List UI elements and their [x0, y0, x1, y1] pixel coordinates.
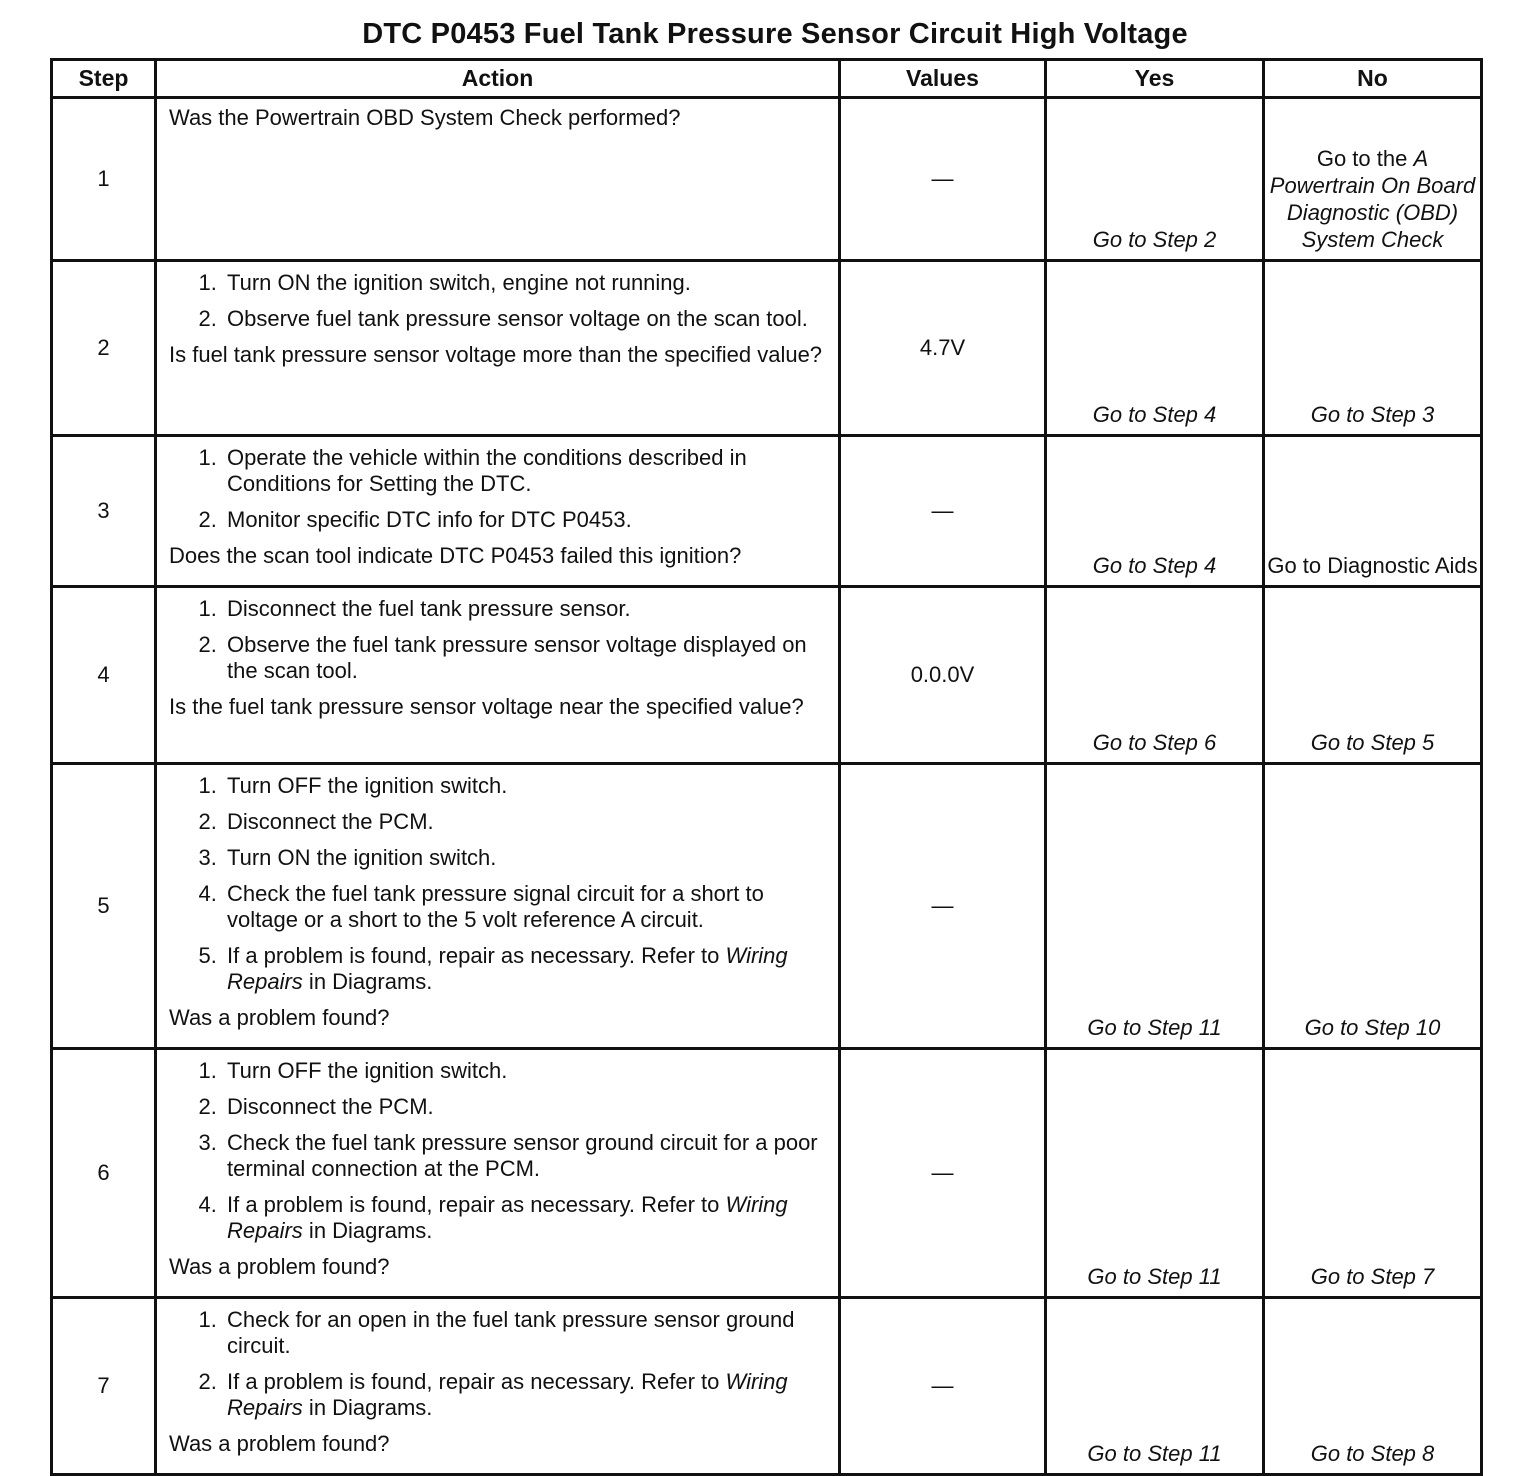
yes-cell: Go to Step 2: [1046, 98, 1264, 261]
action-question: Was a problem found?: [169, 1431, 390, 1456]
refer-prefix: If a problem is found, repair as necessary. Refer to: [227, 1192, 726, 1217]
action-list: [169, 773, 828, 995]
header-no: No: [1264, 60, 1482, 98]
action-item: 4. Check the fuel tank pressure signal circuit for a short to voltage or a short to the 5 volt reference A circuit.: [223, 881, 828, 933]
action-item: 1. Disconnect the fuel tank pressure sensor.: [223, 596, 828, 622]
action-item: 2. Disconnect the PCM.: [223, 1094, 828, 1120]
value-cell: —: [840, 764, 1046, 1049]
yes-cell: Go to Step 11: [1046, 1298, 1264, 1475]
refer-link: Wiring Repairs: [227, 1192, 788, 1243]
no-cell: Go to Step 10: [1264, 764, 1482, 1049]
header-step: Step: [52, 60, 156, 98]
header-action: Action: [156, 60, 840, 98]
action-question: Is fuel tank pressure sensor voltage more than the specified value?: [169, 342, 823, 367]
refer-prefix: If a problem is found, repair as necessary. Refer to: [227, 943, 726, 968]
yes-cell: Go to Step 6: [1046, 587, 1264, 764]
action-item: 1. Turn OFF the ignition switch.: [223, 773, 828, 799]
yes-cell: Go to Step 4: [1046, 436, 1264, 587]
table-row: [52, 764, 1482, 1049]
action-list: [169, 1058, 828, 1244]
action-question: Was the Powertrain OBD System Check performed?: [169, 105, 681, 130]
step-number: 2: [52, 261, 156, 436]
refer-suffix: in Diagrams.: [302, 1218, 433, 1243]
header-yes: Yes: [1046, 60, 1264, 98]
no-cell: Go to Diagnostic Aids: [1264, 436, 1482, 587]
action-cell: [156, 764, 840, 1049]
action-question: Was a problem found?: [169, 1005, 390, 1030]
action-list: [169, 596, 828, 684]
action-list: [169, 270, 828, 332]
action-item-refer: [223, 1369, 828, 1421]
action-cell: [156, 1049, 840, 1298]
action-question: Was a problem found?: [169, 1254, 390, 1279]
step-number: 3: [52, 436, 156, 587]
action-item: 1. Turn OFF the ignition switch.: [223, 1058, 828, 1084]
header-row: [52, 60, 1482, 98]
header-values: Values: [840, 60, 1046, 98]
action-question: Is the fuel tank pressure sensor voltage near the specified value?: [169, 694, 804, 719]
value-cell: —: [840, 436, 1046, 587]
value-cell: —: [840, 98, 1046, 261]
action-list: [169, 445, 828, 533]
refer-link: Wiring Repairs: [227, 1369, 788, 1420]
no-cell: Go to Step 8: [1264, 1298, 1482, 1475]
no-cell: Go to Step 3: [1264, 261, 1482, 436]
yes-cell: Go to Step 4: [1046, 261, 1264, 436]
table-row: [52, 1049, 1482, 1298]
yes-cell: Go to Step 11: [1046, 764, 1264, 1049]
step-number: 1: [52, 98, 156, 261]
no-prefix: Go to the: [1316, 146, 1414, 171]
yes-cell: Go to Step 11: [1046, 1049, 1264, 1298]
action-item: 1. Turn ON the ignition switch, engine not running.: [223, 270, 828, 296]
action-item: 3. Check the fuel tank pressure sensor ground circuit for a poor terminal connection at the PCM.: [223, 1130, 828, 1182]
no-cell: Go to Step 7: [1264, 1049, 1482, 1298]
step-number: 5: [52, 764, 156, 1049]
refer-prefix: If a problem is found, repair as necessary. Refer to: [227, 1369, 726, 1394]
action-item: 3. Turn ON the ignition switch.: [223, 845, 828, 871]
action-item: 2. Monitor specific DTC info for DTC P0453.: [223, 507, 828, 533]
value-cell: 4.7V: [840, 261, 1046, 436]
step-number: 4: [52, 587, 156, 764]
table-row: [52, 1298, 1482, 1475]
action-item: 1. Check for an open in the fuel tank pressure sensor ground circuit.: [223, 1307, 828, 1359]
step-number: 6: [52, 1049, 156, 1298]
value-cell: —: [840, 1049, 1046, 1298]
refer-link: Wiring Repairs: [227, 943, 788, 994]
diagnostic-table: [50, 58, 1483, 1476]
action-item-refer: [223, 1192, 828, 1244]
action-cell: [156, 98, 840, 261]
action-cell: [156, 1298, 840, 1475]
action-item: 2. Observe fuel tank pressure sensor voltage on the scan tool.: [223, 306, 828, 332]
table-row: [52, 436, 1482, 587]
action-item: 2. Disconnect the PCM.: [223, 809, 828, 835]
action-cell: [156, 436, 840, 587]
no-cell: Go to Step 5: [1264, 587, 1482, 764]
refer-suffix: in Diagrams.: [302, 969, 433, 994]
no-reference: A Powertrain On Board Diagnostic (OBD) System Check: [1269, 146, 1476, 252]
value-cell: —: [840, 1298, 1046, 1475]
action-cell: [156, 587, 840, 764]
action-item: 2. Observe the fuel tank pressure sensor voltage displayed on the scan tool.: [223, 632, 828, 684]
action-item: 1. Operate the vehicle within the conditions described in Conditions for Setting the DTC.: [223, 445, 828, 497]
action-item-refer: [223, 943, 828, 995]
table-row: [52, 98, 1482, 261]
table-row: [52, 261, 1482, 436]
no-cell: [1264, 98, 1482, 261]
action-cell: [156, 261, 840, 436]
action-question: Does the scan tool indicate DTC P0453 failed this ignition?: [169, 543, 742, 568]
table-row: [52, 587, 1482, 764]
page-title: DTC P0453 Fuel Tank Pressure Sensor Circuit High Voltage: [362, 18, 1188, 50]
step-number: 7: [52, 1298, 156, 1475]
action-list: [169, 1307, 828, 1421]
value-cell: 0.0.0V: [840, 587, 1046, 764]
refer-suffix: in Diagrams.: [302, 1395, 433, 1420]
